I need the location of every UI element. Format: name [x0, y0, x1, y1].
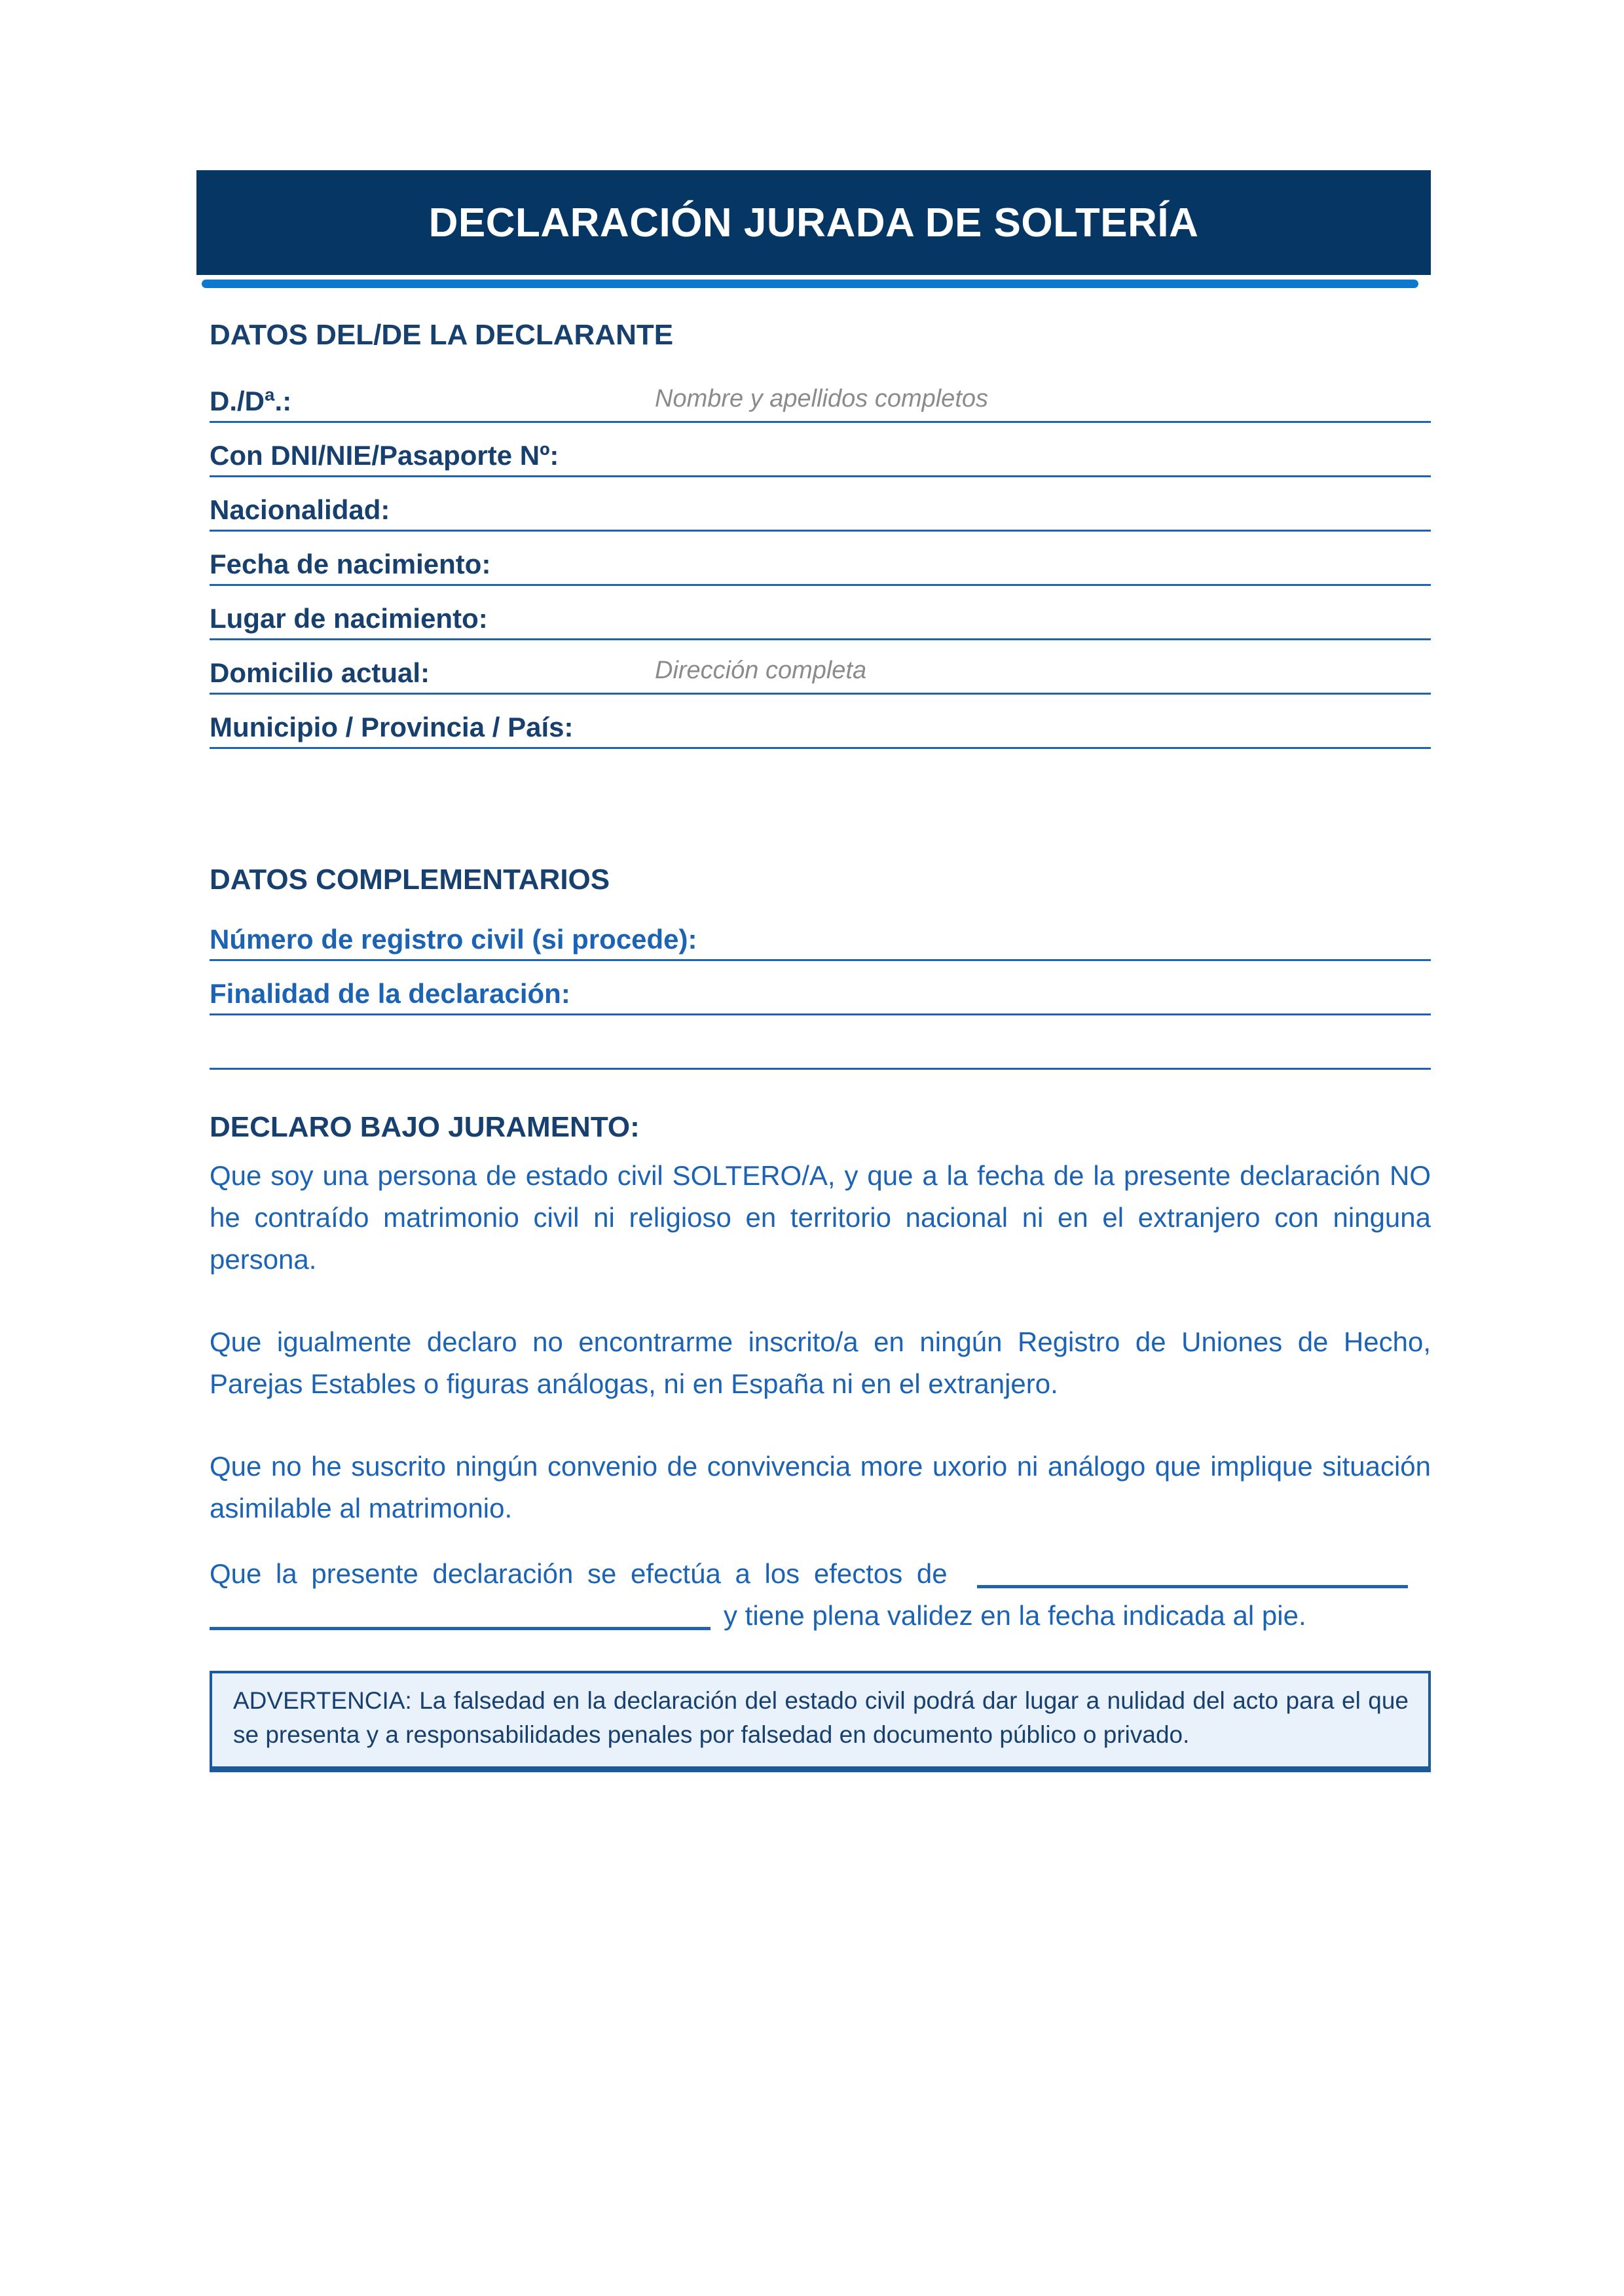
field-label-fecha-nacimiento: Fecha de nacimiento: [210, 549, 491, 579]
closing-line-2 [210, 1595, 1431, 1637]
field-label-lugar-nacimiento: Lugar de nacimiento: [210, 603, 488, 634]
field-row-finalidad[interactable] [210, 961, 1431, 1015]
oath-paragraph-3: Que no he suscrito ningún convenio de convivencia more uxorio ni análogo que implique situación asimilable al matrimonio. [210, 1451, 1431, 1523]
field-label-registro-civil: Número de registro civil (si procede): [210, 924, 697, 955]
closing-tail-text: y tiene plena validez en la fecha indicada al pie. [724, 1600, 1306, 1631]
oath-paragraph-1: Que soy una persona de estado civil SOLTERO/A, y que a la fecha de la presente declaración NO he contraído matrimonio civil ni religioso en territorio nacional ni en el extranjero con ninguna persona. [210, 1160, 1431, 1275]
field-row-fecha-nacimiento[interactable] [210, 532, 1431, 586]
accent-bar [202, 280, 1418, 288]
field-label-nombre: D./Dª.: [210, 386, 292, 416]
closing-clause [210, 1553, 1431, 1637]
page-title: DECLARACIÓN JURADA DE SOLTERÍA [428, 200, 1199, 246]
section-heading-juramento: DECLARO BAJO JURAMENTO: [210, 1111, 640, 1143]
field-row-dni[interactable] [210, 423, 1431, 477]
warning-text: ADVERTENCIA: La falsedad en la declaración del estado civil podrá dar lugar a nulidad del acto para el que se presenta y a responsabilidades penales por falsedad en documento público o privado. [233, 1687, 1409, 1748]
oath-paragraph-2: Que igualmente declaro no encontrarme inscrito/a en ningún Registro de Uniones de Hecho, Parejas Estables o figuras análogas, ni en España ni en el extranjero. [210, 1326, 1431, 1399]
field-row-registro-civil[interactable] [210, 907, 1431, 961]
field-label-municipio: Municipio / Provincia / País: [210, 712, 574, 742]
closing-lead-text: Que la presente declaración se efectúa a los efectos de [210, 1558, 948, 1589]
section-heading-declarant: DATOS DEL/DE LA DECLARANTE [210, 319, 674, 351]
field-row-lugar-nacimiento[interactable] [210, 586, 1431, 640]
field-row-nombre[interactable] [210, 369, 1431, 423]
purpose-blank-line-1[interactable] [977, 1585, 1408, 1588]
purpose-blank-line-2[interactable] [210, 1627, 710, 1630]
field-label-dni: Con DNI/NIE/Pasaporte Nº: [210, 440, 559, 471]
field-label-finalidad: Finalidad de la declaración: [210, 978, 570, 1009]
field-placeholder-domicilio: Dirección completa [655, 657, 867, 684]
closing-line-1 [210, 1553, 1431, 1595]
title-band [196, 170, 1431, 275]
section-heading-complementarios: DATOS COMPLEMENTARIOS [210, 864, 610, 896]
content-column [210, 321, 1431, 1772]
field-label-nacionalidad: Nacionalidad: [210, 494, 390, 525]
field-placeholder-nombre: Nombre y apellidos completos [655, 385, 989, 412]
field-row-domicilio[interactable] [210, 640, 1431, 695]
field-row-municipio[interactable] [210, 695, 1431, 749]
warning-box [210, 1671, 1431, 1772]
field-row-nacionalidad[interactable] [210, 477, 1431, 532]
field-row-extra-blank[interactable] [210, 1015, 1431, 1070]
field-label-domicilio: Domicilio actual: [210, 657, 430, 688]
